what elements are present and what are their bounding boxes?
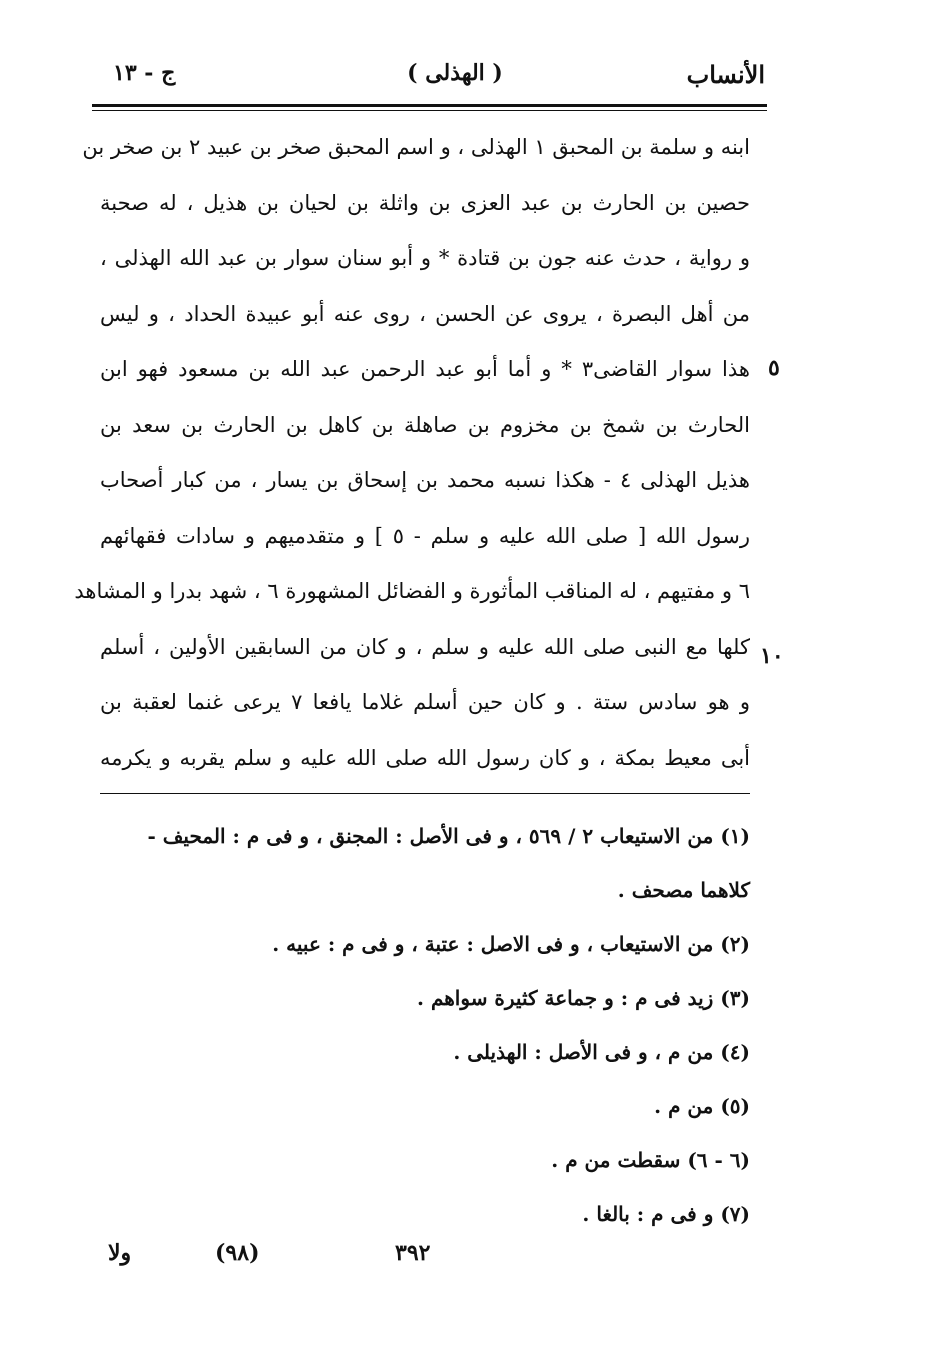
footnote: (٦ - ٦) سقطت من م . — [551, 1148, 750, 1172]
page-number: ٣٩٢ — [395, 1240, 431, 1266]
text-line: ابنه و سلمة بن المحبق ١ الهذلى ، و اسم المحبق صخر بن عبيد ٢ بن صخر بن — [82, 135, 750, 159]
text-line: كلها مع النبى صلى الله عليه و سلم ، و كان من السابقين الأولين ، أسلم — [100, 634, 750, 659]
text-line: حصين بن الحارث بن عبد العزى بن واثلة بن لحيان بن هذيل ، له صحبة — [100, 190, 750, 215]
footnotes — [100, 816, 750, 1248]
text-line: الحارث بن شمخ بن مخزوم بن صاهلة بن كاهل بن الحارث بن سعد بن — [100, 412, 750, 437]
text-line: من أهل البصرة ، يروى عن الحسن ، روى عنه أبو عبيدة الحداد ، و ليس — [100, 301, 750, 326]
text-line: هذيل الهذلى ٤ - هكذا نسبه محمد بن إسحاق بن يسار ، من كبار أصحاب — [100, 468, 750, 492]
header-volume: ج - ١٣ — [113, 60, 176, 86]
footnote: (٥) من م . — [654, 1094, 750, 1118]
footnote-continuation: كلاهما مصحف . — [617, 878, 750, 902]
footnote: (٧) و فى م : بالغا . — [582, 1202, 750, 1226]
text-line: و رواية ، حدث عنه جون بن قتادة * و أبو سنان سوار بن عبد الله الهذلى ، — [100, 246, 750, 270]
line-number-10: ١٠ — [760, 643, 784, 669]
footnote: (٤) من م ، و فى الأصل : الهذيلى . — [453, 1040, 750, 1064]
header-rule-thin — [92, 110, 767, 111]
line-number-5: ٥ — [768, 355, 780, 381]
catchword: ولا — [108, 1240, 132, 1266]
main-text — [74, 125, 751, 791]
text-line: رسول الله [ صلى الله عليه و سلم - ٥ ] و متقدميهم و سادات فقهائهم — [100, 523, 750, 548]
page-footer — [100, 1240, 750, 1280]
footnote: (٢) من الاستيعاب ، و فى الاصل : عتبة ، و فى م : عبيه . — [272, 932, 750, 956]
footnote: (٣) زيد فى م : و جماعة كثيرة سواهم . — [417, 986, 750, 1010]
footnote-separator — [100, 793, 750, 794]
header-book-title: الأنساب — [686, 60, 765, 89]
text-line: أبى معيط بمكة ، و كان رسول الله صلى الله عليه و سلم يقربه و يكرمه — [100, 745, 750, 770]
header-section-title: ( الهذلى ) — [407, 60, 503, 86]
header-rule-thick — [92, 104, 767, 107]
running-header — [95, 58, 765, 98]
text-line: و هو سادس ستة . و كان حين أسلم غلاما يافعا ٧ يرعى غنما لعقبة بن — [100, 690, 751, 714]
footnote: (١) من الاستيعاب ٢ / ٥٦٩ ، و فى الأصل : المجنق ، و فى م : المحيف - — [147, 824, 750, 848]
signature-number: (٩٨) — [215, 1240, 260, 1266]
text-line: ٦ و مفتيهم ، له المناقب المأثورة و الفضائل المشهورة ٦ ، شهد بدرا و المشاهد — [74, 579, 750, 603]
text-line: هذا سوار القاضى٣ * و أما أبو عبد الرحمن عبد الله بن مسعود فهو ابن — [100, 357, 750, 381]
